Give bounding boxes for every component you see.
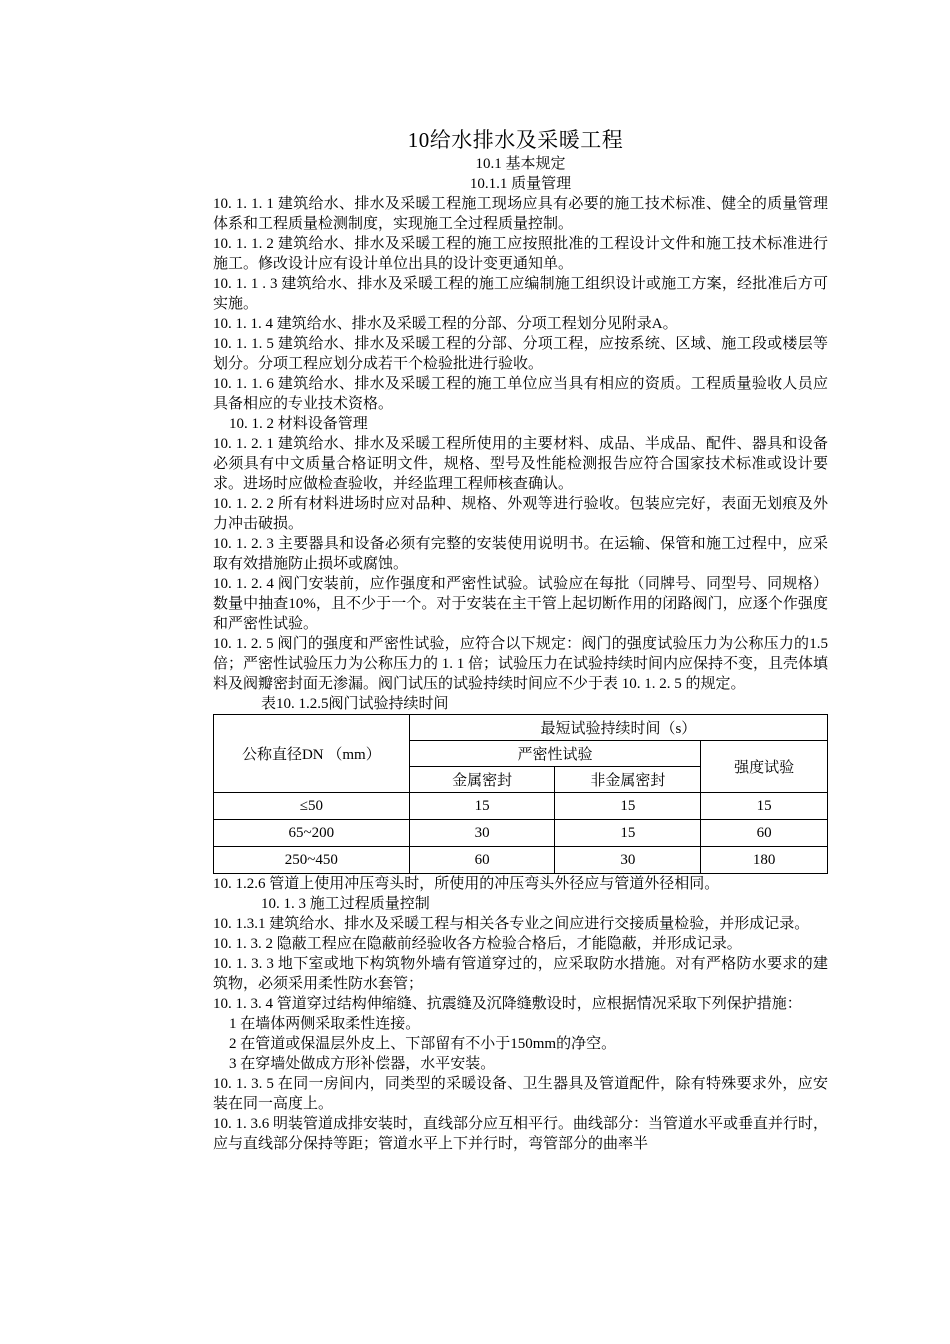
- paragraph: 10. 1. 1. 2 建筑给水、排水及采暖工程的施工应按照批准的工程设计文件和施工技术标准进行施工。修改设计应有设计单位出具的设计变更通知单。: [213, 236, 828, 272]
- paragraph: 10. 1. 1 . 3 建筑给水、排水及采暖工程的施工应编制施工组织设计或施工方案，经批准后方可实施。: [213, 276, 828, 312]
- header-metal-seal: 金属密封: [409, 767, 555, 793]
- table-cell: 30: [555, 847, 701, 874]
- table-cell: 30: [409, 820, 555, 847]
- paragraph: 10. 1. 2. 1 建筑给水、排水及采暖工程所使用的主要材料、成品、半成品、配件、器具和设备必须具有中文质量合格证明文件，规格、型号及性能检测报告应符合国家技术标准或设计要求。进场时应做检查验收，并经监理工程师核查确认。: [213, 436, 828, 492]
- table-cell: 60: [409, 847, 555, 874]
- table-cell: 15: [555, 820, 701, 847]
- paragraph: 10. 1. 1. 4 建筑给水、排水及采暖工程的分部、分项工程划分见附录A。: [213, 316, 678, 332]
- list-item: 1 在墙体两侧采取柔性连接。: [229, 1016, 421, 1032]
- table-row: [214, 793, 828, 820]
- table-cell: 15: [555, 793, 701, 820]
- section-heading-10-1-1: 10.1.1 质量管理: [469, 176, 572, 192]
- paragraph: 10. 1.3.1 建筑给水、排水及采暖工程与相关各专业之间应进行交接质量检验，并形成记录。: [213, 916, 810, 932]
- table-cell: 180: [701, 847, 828, 874]
- paragraph: 10. 1.2.6 管道上使用冲压弯头时，所使用的冲压弯头外径应与管道外径相同。: [213, 876, 720, 892]
- paragraph: 10. 1. 3. 3 地下室或地下构筑物外墙有管道穿过的，应采取防水措施。对有严格防水要求的建筑物，必须采用柔性防水套管；: [213, 956, 828, 992]
- paragraph: 10. 1. 3.6 明装管道成排安装时，直线部分应互相平行。曲线部分：当管道水平或垂直并行时，应与直线部分保持等距；管道水平上下并行时，弯管部分的曲率半: [213, 1116, 829, 1152]
- header-nonmetal-seal: 非金属密封: [555, 767, 701, 793]
- table-cell: ≤50: [214, 793, 410, 820]
- header-min-duration: 最短试验持续时间（s）: [409, 715, 827, 741]
- list-item: 3 在穿墙处做成方形补偿器，水平安装。: [229, 1056, 496, 1072]
- table-cell: 60: [701, 820, 828, 847]
- paragraph: 10. 1. 2. 2 所有材料进场时应对品种、规格、外观等进行验收。包装应完好，表面无划痕及外力冲击破损。: [213, 496, 828, 532]
- paragraph: 10. 1. 3. 4 管道穿过结构伸缩缝、抗震缝及沉降缝敷设时，应根据情况采取下列保护措施：: [213, 996, 802, 1012]
- document-title: 10给水排水及采暖工程: [407, 128, 624, 152]
- table-row: [214, 820, 828, 847]
- paragraph: 10. 1. 1. 1 建筑给水、排水及采暖工程施工现场应具有必要的施工技术标准、健全的质量管理体系和工程质量检测制度，实现施工全过程质量控制。: [213, 196, 828, 232]
- table-cell: 65~200: [214, 820, 410, 847]
- paragraph: 10. 1. 1. 6 建筑给水、排水及采暖工程的施工单位应当具有相应的资质。工程质量验收人员应具备相应的专业技术资格。: [213, 376, 828, 412]
- header-nominal-diameter: 公称直径DN （mm）: [214, 715, 410, 793]
- section-heading-10-1: 10.1 基本规定: [475, 156, 566, 172]
- document-page: [213, 126, 828, 1154]
- table-row: [214, 847, 828, 874]
- section-heading-10-1-2: 10. 1. 2 材料设备管理: [229, 416, 368, 432]
- paragraph: 10. 1. 3. 5 在同一房间内，同类型的采暖设备、卫生器具及管道配件，除有特殊要求外，应安装在同一高度上。: [213, 1076, 828, 1112]
- table-cell: 15: [701, 793, 828, 820]
- table-cell: 15: [409, 793, 555, 820]
- valve-test-duration-table: [213, 714, 828, 874]
- paragraph: 10. 1. 2. 5 阀门的强度和严密性试验，应符合以下规定：阀门的强度试验压力为公称压力的1.5倍；严密性试验压力为公称压力的 1. 1 倍；试验压力在试验持续时间内应保持不变，且壳体填料及阀瓣密封面无渗漏。阀门试压的试验持续时间应不少于表 10. 1. 2. 5 的规定。: [213, 636, 829, 692]
- paragraph: 10. 1. 3. 2 隐蔽工程应在隐蔽前经验收各方检验合格后，才能隐蔽，并形成记录。: [213, 936, 742, 952]
- table-cell: 250~450: [214, 847, 410, 874]
- header-tightness-test: 严密性试验: [409, 741, 700, 767]
- section-heading-10-1-3: 10. 1. 3 施工过程质量控制: [261, 896, 430, 912]
- table-caption: 表10. 1.2.5阀门试验持续时间: [261, 696, 449, 712]
- list-item: 2 在管道或保温层外皮上、下部留有不小于150mm的净空。: [229, 1036, 617, 1052]
- paragraph: 10. 1. 1. 5 建筑给水、排水及采暖工程的分部、分项工程，应按系统、区域、施工段或楼层等划分。分项工程应划分成若干个检验批进行验收。: [213, 336, 828, 372]
- header-strength-test: 强度试验: [701, 741, 828, 793]
- paragraph: 10. 1. 2. 4 阀门安装前，应作强度和严密性试验。试验应在每批（同牌号、同型号、同规格）数量中抽查10%，且不少于一个。对于安装在主干管上起切断作用的闭路阀门，应逐个作强度和严密性试验。: [213, 576, 828, 632]
- paragraph: 10. 1. 2. 3 主要器具和设备必须有完整的安装使用说明书。在运输、保管和施工过程中，应采取有效措施防止损坏或腐蚀。: [213, 536, 828, 572]
